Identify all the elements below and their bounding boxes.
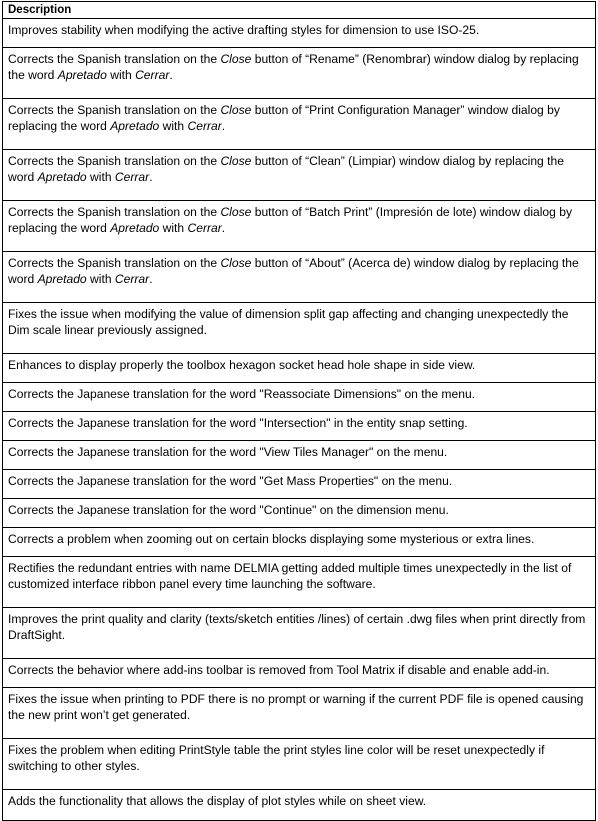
description-cell [3, 557, 596, 608]
description-text: Corrects the Spanish translation on the [8, 103, 221, 117]
description-text: button of “Batch Print” (Impresión de lote) window dialog by replacing the word [8, 205, 573, 235]
description-text: Corrects the behavior where add-ins toolbar is removed from Tool Matrix if disable and enable add-in. [8, 663, 550, 677]
description-table [2, 1, 596, 821]
description-cell [3, 688, 596, 739]
description-text: Adds the functionality that allows the display of plot styles while on sheet view. [8, 794, 427, 808]
table-row [3, 441, 596, 470]
description-text: Fixes the issue when printing to PDF there is no prompt or warning if the current PDF file is opened causing the new print won’t get generated. [8, 692, 584, 722]
description-text: button of “Clean” (Limpiar) window dialog by replacing the word [8, 154, 564, 184]
description-text: Corrects the Japanese translation for the word "Get Mass Properties" on the menu. [8, 474, 453, 488]
italic-term: Cerrar [114, 272, 150, 286]
table-row [3, 354, 596, 383]
table-header-row [3, 2, 596, 19]
description-cell [3, 412, 596, 441]
table-row [3, 557, 596, 608]
italic-term: Close [220, 154, 252, 168]
description-text: Enhances to display properly the toolbox hexagon socket head hole shape in side view. [8, 358, 476, 372]
description-cell [3, 383, 596, 412]
description-text: . [149, 272, 153, 286]
italic-term: Close [220, 205, 252, 219]
description-text: Corrects the Japanese translation for the word "View Tiles Manager" on the menu. [8, 445, 448, 459]
description-text: Fixes the problem when editing PrintStyle table the print styles line color will be reset unexpectedly if switching to other styles. [8, 743, 545, 773]
table-row [3, 19, 596, 48]
italic-term: Apretado [37, 272, 87, 286]
description-text: Corrects the Spanish translation on the [8, 256, 221, 270]
table-row [3, 201, 596, 252]
italic-term: Apretado [37, 170, 87, 184]
italic-term: Cerrar [187, 221, 222, 235]
table-row [3, 739, 596, 790]
italic-term: Apretado [110, 221, 160, 235]
description-text: Fixes the issue when modifying the value of dimension split gap affecting and changing unexpectedly the Dim scale linear previously assigned. [8, 307, 569, 337]
table-row [3, 252, 596, 303]
description-text: Corrects the Japanese translation for the word "Intersection" in the entity snap setting. [8, 416, 468, 430]
description-text: Improves stability when modifying the active drafting styles for dimension to use ISO-25. [8, 23, 480, 37]
description-cell [3, 19, 596, 48]
description-cell [3, 201, 596, 252]
description-cell [3, 659, 596, 688]
table-row [3, 48, 596, 99]
description-text: with [159, 221, 188, 235]
description-text: with [86, 272, 115, 286]
description-text: . [149, 170, 153, 184]
description-cell [3, 790, 596, 821]
table-row [3, 383, 596, 412]
description-cell [3, 441, 596, 470]
description-cell [3, 354, 596, 383]
table-row [3, 499, 596, 528]
description-cell [3, 528, 596, 557]
italic-term: Close [220, 52, 252, 66]
description-text: Corrects the Spanish translation on the [8, 205, 221, 219]
description-column-header: Description [3, 2, 596, 19]
description-cell [3, 739, 596, 790]
description-text: button of “Rename” (Renombrar) window dialog by replacing the word [8, 52, 579, 82]
table-row [3, 412, 596, 441]
italic-term: Cerrar [114, 170, 150, 184]
table-row [3, 470, 596, 499]
italic-term: Close [220, 256, 252, 270]
description-text: Corrects the Spanish translation on the [8, 154, 221, 168]
description-text: . [169, 68, 173, 82]
italic-term: Cerrar [135, 68, 170, 82]
table-row [3, 659, 596, 688]
description-cell [3, 608, 596, 659]
italic-term: Cerrar [187, 119, 222, 133]
description-text: . [221, 119, 226, 133]
italic-term: Apretado [57, 68, 107, 82]
description-cell [3, 99, 596, 150]
table-row [3, 790, 596, 821]
italic-term: Apretado [110, 119, 160, 133]
table-row [3, 688, 596, 739]
description-text: with [159, 119, 188, 133]
description-cell [3, 48, 596, 99]
table-row [3, 608, 596, 659]
description-cell [3, 499, 596, 528]
description-text: Corrects the Japanese translation for the word "Continue" on the dimension menu. [8, 503, 449, 517]
description-cell [3, 252, 596, 303]
table-row [3, 303, 596, 354]
description-cell [3, 303, 596, 354]
description-text: button of “About” (Acerca de) window dialog by replacing the word [8, 256, 579, 286]
table-row [3, 528, 596, 557]
description-text: Improves the print quality and clarity (texts/sketch entities /lines) of certain .dwg files when print directly from DraftSight. [8, 612, 586, 642]
description-text: Rectifies the redundant entries with name DELMIA getting added multiple times unexpectedly in the list of customized interface ribbon panel every time launching the software. [8, 561, 572, 591]
description-text: Corrects a problem when zooming out on certain blocks displaying some mysterious or extra lines. [8, 532, 535, 546]
description-text: . [221, 221, 226, 235]
description-text: Corrects the Spanish translation on the [8, 52, 221, 66]
italic-term: Close [220, 103, 252, 117]
description-text: button of “Print Configuration Manager” window dialog by replacing the word [8, 103, 560, 133]
description-text: with [106, 68, 136, 82]
table-row [3, 150, 596, 201]
description-text: Corrects the Japanese translation for the word "Reassociate Dimensions" on the menu. [8, 387, 476, 401]
description-cell [3, 150, 596, 201]
table-row [3, 99, 596, 150]
description-cell [3, 470, 596, 499]
description-text: with [86, 170, 115, 184]
